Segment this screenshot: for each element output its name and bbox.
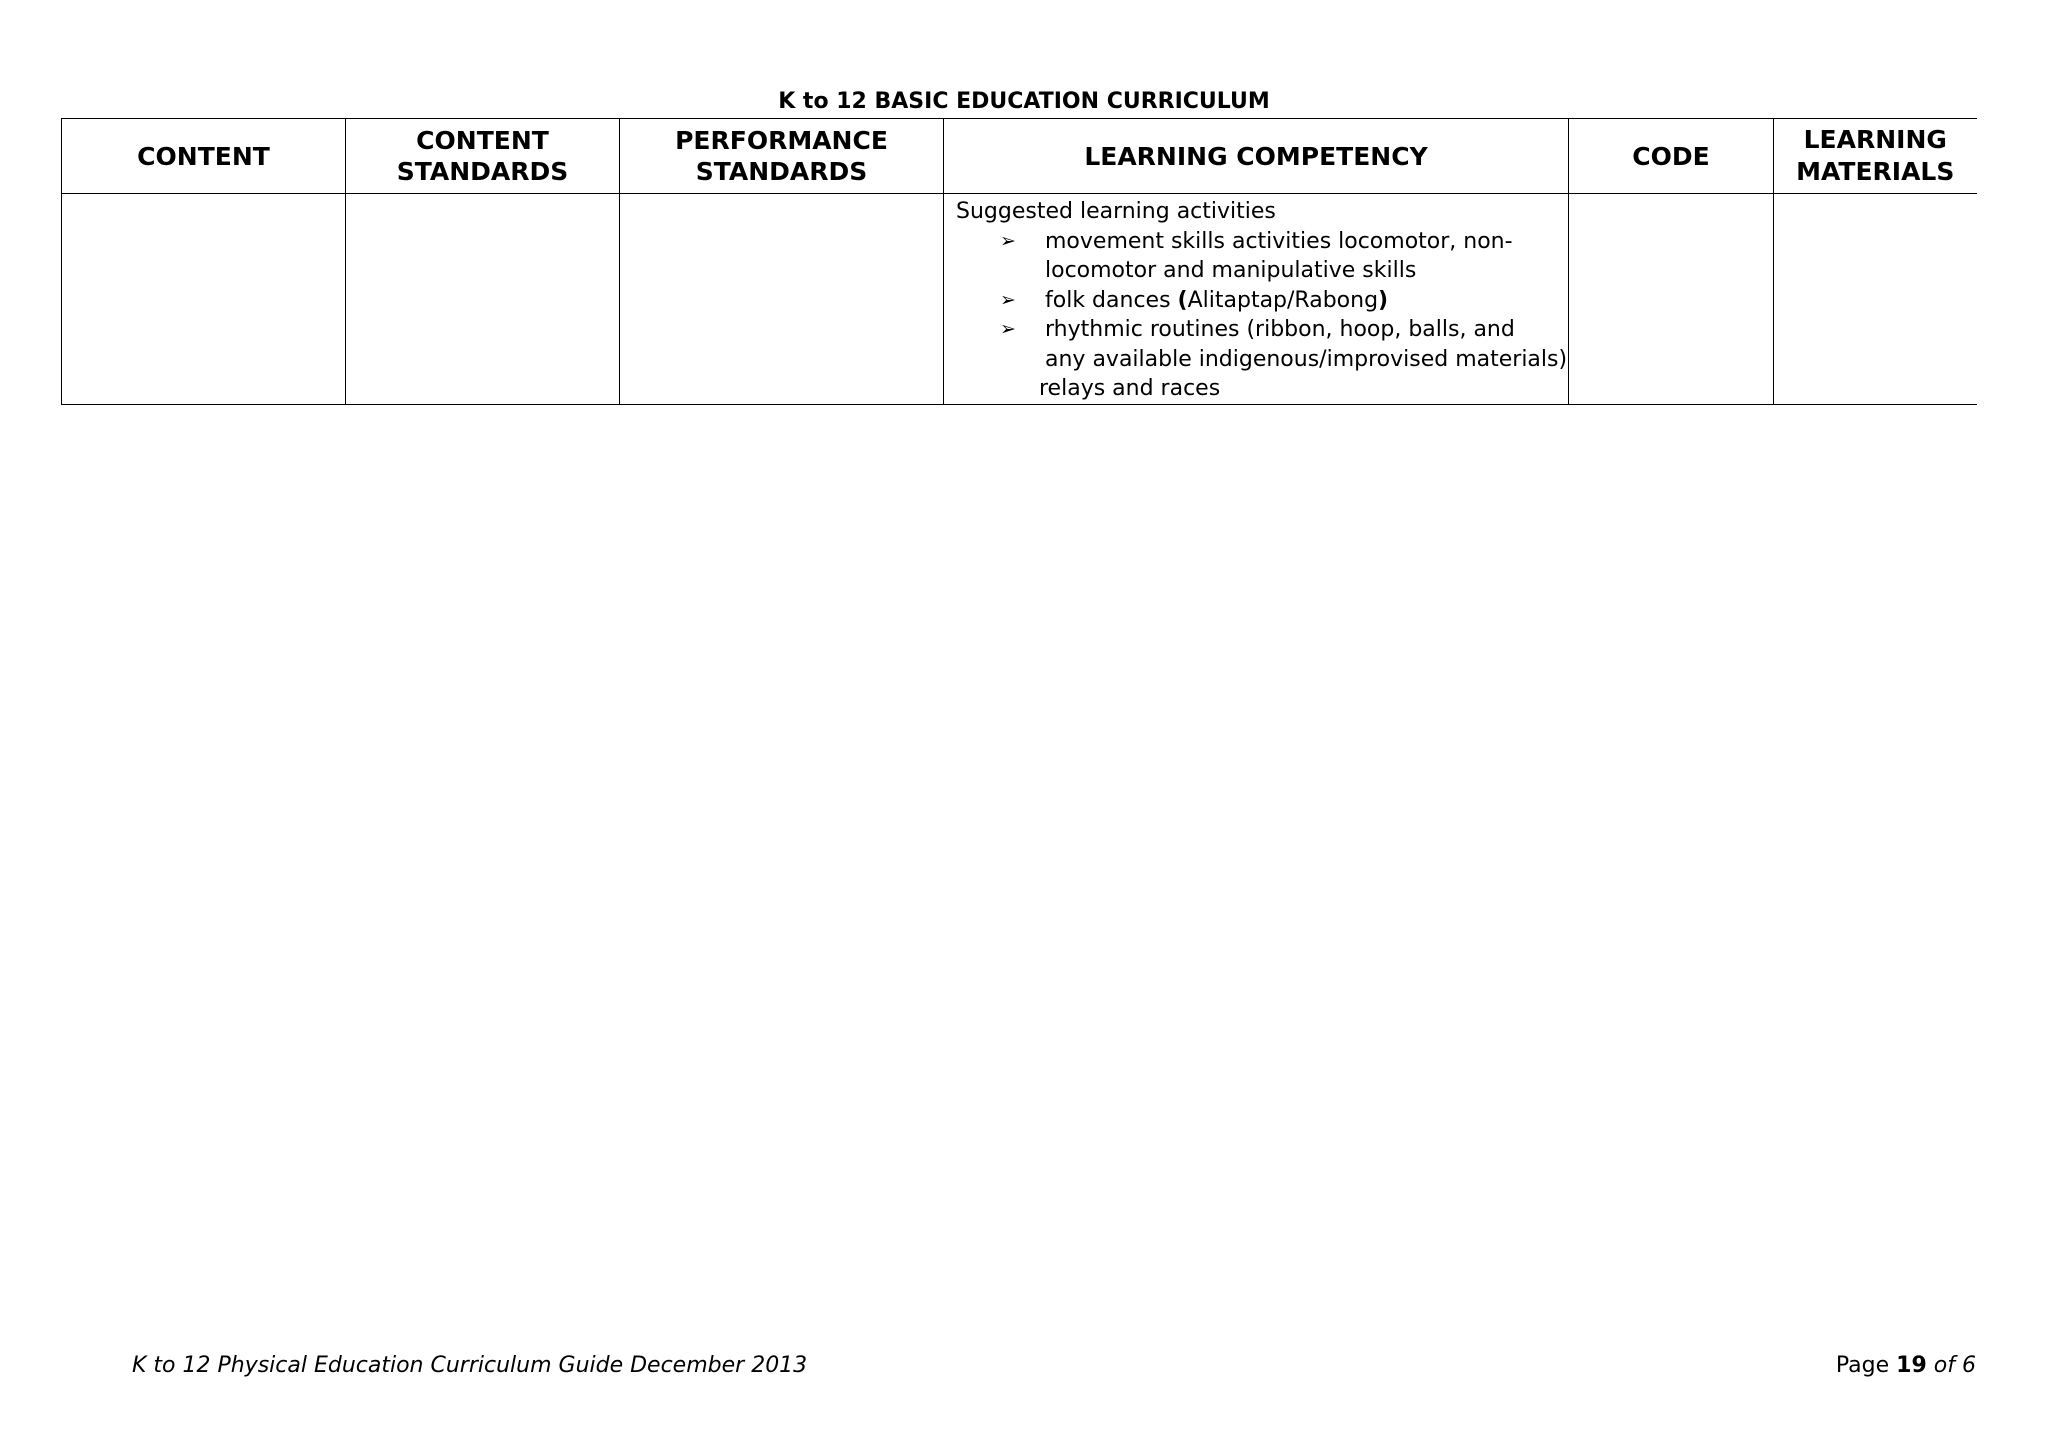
activities-intro: Suggested learning activities	[956, 199, 1276, 224]
cell-content-standards	[346, 194, 620, 405]
header-content-standards-line2: STANDARDS	[396, 157, 569, 186]
footer-guide-title: K to 12 Physical Education Curriculum Guide December 2013	[132, 1353, 808, 1378]
cell-learning-materials	[1774, 194, 1977, 405]
header-performance-standards-line2: STANDARDS	[695, 157, 868, 186]
header-performance-standards	[620, 119, 944, 194]
header-code	[1569, 119, 1774, 194]
header-learning-materials-line1: LEARNING	[1803, 125, 1947, 154]
table-row	[62, 194, 1977, 405]
header-content-standards	[346, 119, 620, 194]
header-learning-materials-line2: MATERIALS	[1796, 157, 1955, 186]
activity-line: movement skills activities locomotor, non-	[1045, 228, 1513, 254]
page-number: 19	[1896, 1353, 1927, 1378]
curriculum-table	[61, 118, 1977, 405]
header-learning-materials	[1774, 119, 1977, 194]
arrowhead-bullet-icon: ➢	[1000, 229, 1016, 252]
table-header-row	[62, 119, 1977, 194]
cell-performance-standards	[620, 194, 944, 405]
header-content-standards-line1: CONTENT	[416, 126, 549, 155]
arrowhead-bullet-icon: ➢	[1000, 288, 1016, 311]
header-performance-standards-line1: PERFORMANCE	[675, 126, 888, 155]
document-title: K to 12 BASIC EDUCATION CURRICULUM	[778, 89, 1270, 114]
page-of: of 6	[1926, 1353, 1976, 1378]
close-paren: )	[1378, 287, 1389, 313]
header-content	[62, 119, 346, 194]
folk-dance-name: Alitaptap/Rabong	[1187, 287, 1379, 313]
open-paren: (	[1177, 287, 1188, 313]
list-item	[956, 286, 1568, 316]
cell-code	[1569, 194, 1774, 405]
activity-trailing-line: relays and races	[1039, 376, 1221, 401]
cell-content	[62, 194, 346, 405]
cell-learning-competency	[944, 194, 1569, 405]
activity-list	[956, 227, 1568, 375]
activity-line: any available indigenous/improvised materials)	[1045, 346, 1568, 372]
footer-page-number	[1836, 1352, 1976, 1380]
arrowhead-bullet-icon: ➢	[1000, 318, 1016, 340]
header-code-label: CODE	[1632, 141, 1710, 171]
activity-line: rhythmic routines (ribbon, hoop, balls, and	[1045, 317, 1515, 342]
page-label: Page	[1835, 1353, 1897, 1378]
activity-line: locomotor and manipulative skills	[1045, 258, 1417, 283]
header-content-label: CONTENT	[137, 141, 270, 171]
list-item	[956, 227, 1568, 286]
list-item	[956, 315, 1568, 374]
header-learning-competency	[944, 119, 1569, 194]
header-learning-competency-label: LEARNING COMPETENCY	[1084, 141, 1428, 171]
activity-line: folk dances	[1045, 287, 1178, 313]
